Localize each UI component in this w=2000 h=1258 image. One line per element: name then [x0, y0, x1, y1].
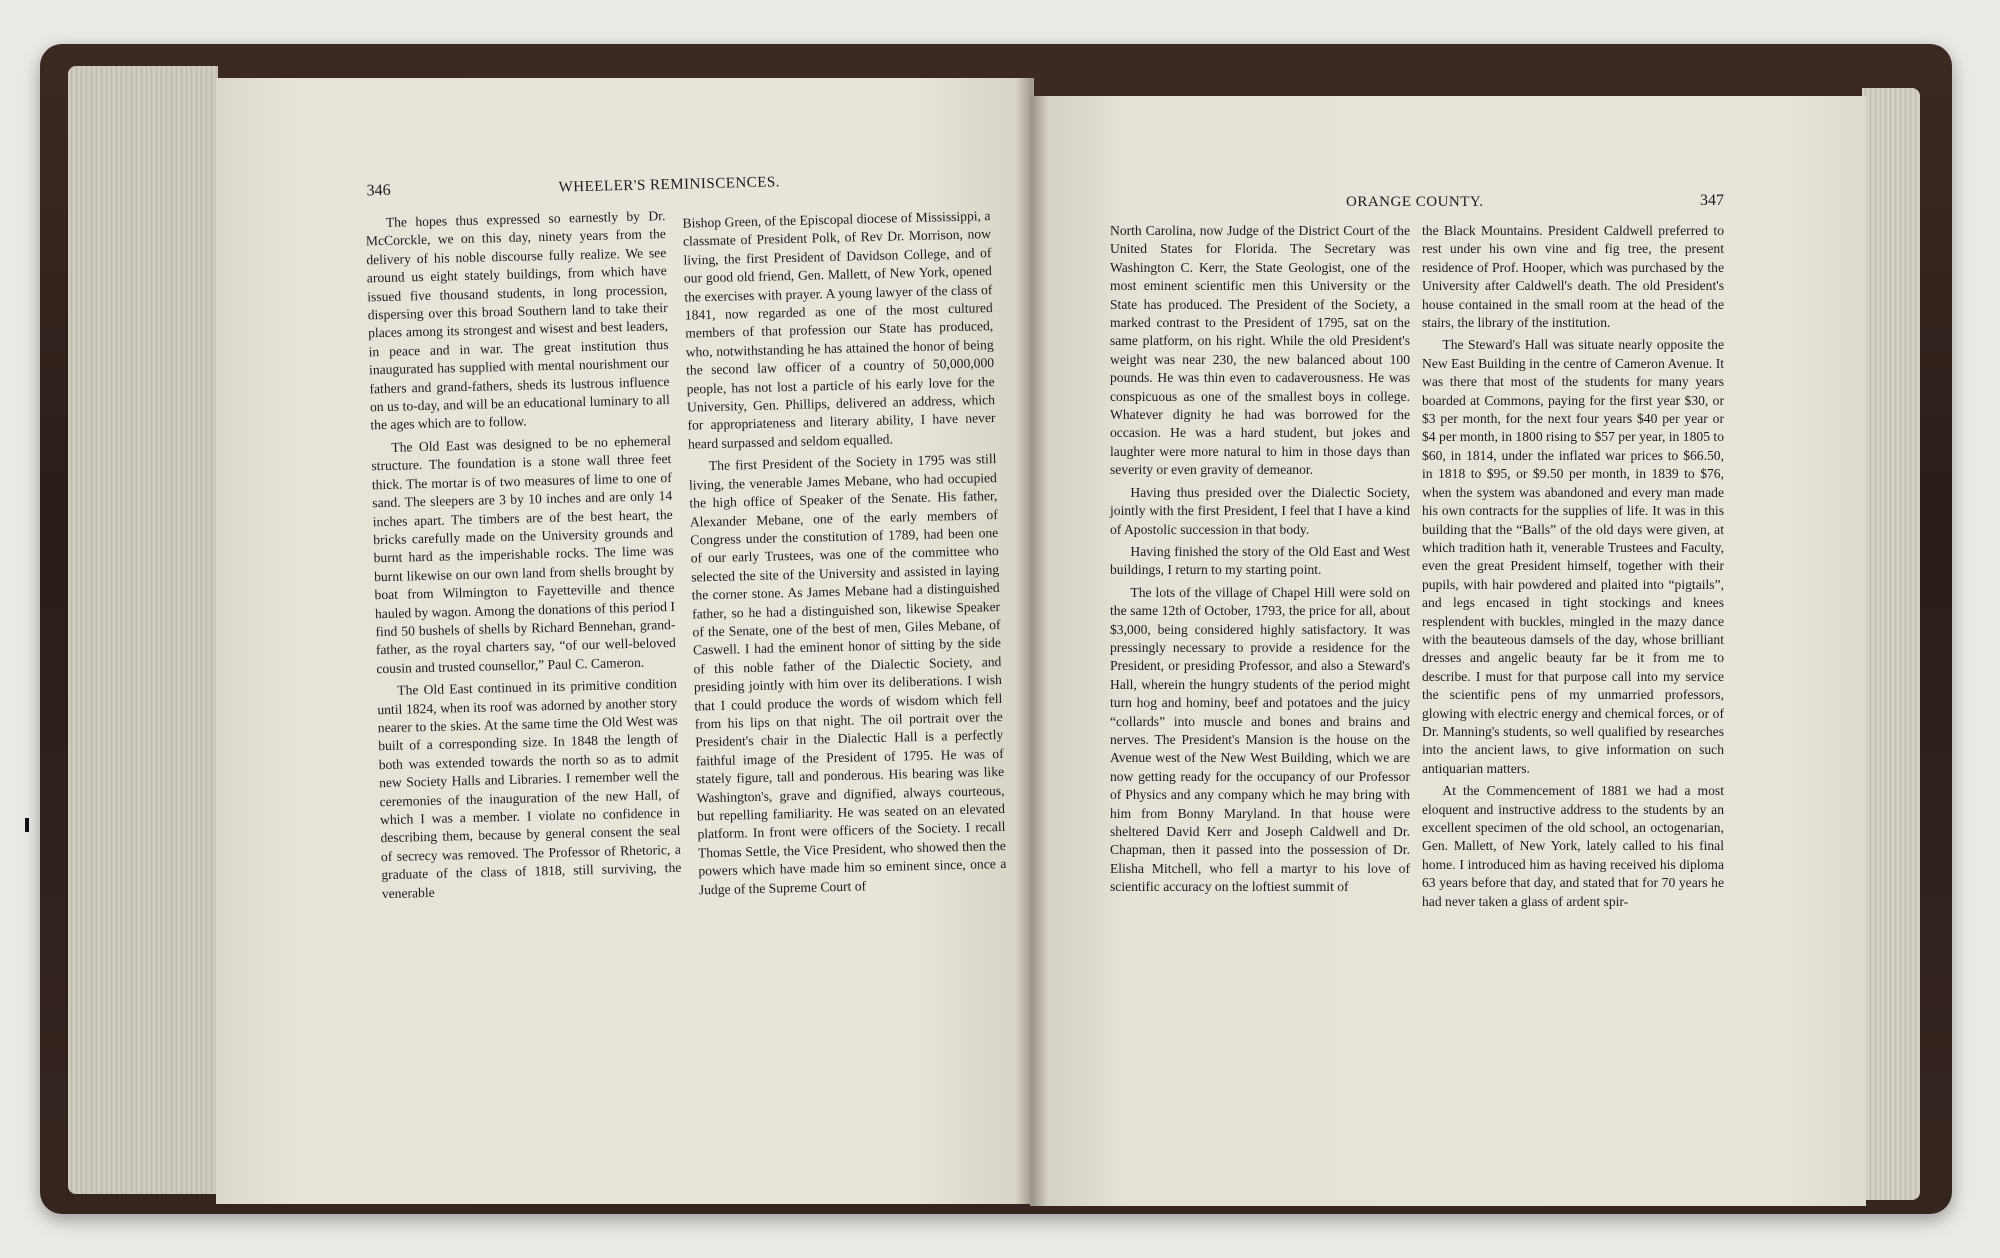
- right-page-column-1: [1110, 222, 1410, 901]
- page-edges-left: [68, 66, 218, 1194]
- left-page-column-2: [682, 207, 1007, 903]
- running-head: WHEELER'S REMINISCENCES.: [558, 174, 781, 196]
- page-number: 347: [1700, 192, 1724, 209]
- paragraph: The Old East was designed to be no ephemeral structure. The foundation is a stone wall three feet thick. The mortar is of two measures of lime to one of sand. The sleepers are 3 by 10 inches and are only 14 inches apart. The timbers are of the best heart, the bricks carefully made on the University grounds and burnt hard as the imperishable rocks. The lime was burnt likewise on our own land from shells brought by boat from Wilmington to Fayetteville and thence hauled by wagon. Among the donations of this period I find 50 bushels of shells by Richard Bennehan, grand-father, as the royal charters say, “of our well-beloved cousin and trusted counsellor,” Paul C. Cameron.: [371, 432, 676, 676]
- right-page: [1030, 96, 1866, 1206]
- paragraph: The lots of the village of Chapel Hill were sold on the same 12th of October, 1793, the price for all, about $3,000, being considered highly satisfactory. It was pressingly necessary to provide a residence for the President, or presiding Professor, and also a Steward's Hall, wherein the hungry students of the period might turn hog and hominy, beef and potatoes and the juicy “collards” into muscle and bones and brains and nerves. The President's Mansion is the house on the Avenue west of the New West Building, which we are now getting ready for the occupancy of our Professor of Physics and any company which he may bring with him from Bonny Maryland. In that house were sheltered David Kerr and Joseph Caldwell and Dr. Chapman, then it passed into the possession of Dr. Elisha Mitchell, who fell a martyr to his love of scientific accuracy on the loftiest summit of: [1110, 584, 1410, 895]
- left-page-content: [216, 68, 1061, 1214]
- book-gutter: [1016, 70, 1048, 1210]
- paragraph: Bishop Green, of the Episcopal diocese of Mississippi, a classmate of President Polk, of Rev Dr. Morrison, now living, the first President of Davidson College, and of our good old friend, Gen. Mallett, of New York, opened the exercises with prayer. A young lawyer of the class of 1841, now regarded as one of the most cultured members of that profession our State has produced, who, notwithstanding he has attained the honor of being the second law officer of a country of 50,000,000 people, has not lost a particle of his early love for the University, Gen. Phillips, delivered an address, which for appropriateness and literary ability, I have never heard surpassed and seldom equalled.: [682, 208, 996, 452]
- paragraph: Having finished the story of the Old East and West buildings, I return to my starting point.: [1110, 543, 1410, 578]
- left-page-column-1: [365, 207, 682, 907]
- margin-mark: [25, 818, 29, 832]
- paragraph: The Old East continued in its primitive condition until 1824, when its roof was adorned by another story nearer to the skies. At the same time the Old West was built of a corresponding size. In 1848 the length of both was extended towards the north so as to admit new Society Halls and Libraries. I remember well the ceremonies of the inauguration of the new Hall, of which I was a member. I violate no confidence in describing them, because by general consent the seal of secrecy was removed. The Professor of Rhetoric, a graduate of the class of 1818, still surviving, the venerable: [377, 676, 682, 901]
- paragraph: The hopes thus expressed so earnestly by Dr. McCorckle, we on this day, ninety years from the delivery of his noble discourse fully realize. We see around us eight stately buildings, from which have issued five thousand students, in long procession, dispersing over this broad Southern land to take their places among its strongest and wisest and best leaders, in peace and in war. The great institution thus inaugurated has supplied with mental nourishment our fathers and grand-fathers, sheds its lustrous influence on us to-day, and will be an educational luminary to all the ages which are to follow.: [365, 208, 671, 433]
- right-page-column-2: [1422, 222, 1724, 915]
- paragraph: The Steward's Hall was situate nearly opposite the New East Building in the centre of Cameron Avenue. It was there that most of the students for many years boarded at Commons, paying for the first year $30, or $3 per month, for the next four years $40 per year or $4 per month, in 1800 rising to $57 per year, in 1805 to $60, in 1814, under the inflated war prices to $66.50, in 1818 to $95, or $9.50 per month, in 1839 to $76, when the system was abandoned and every man made his own contracts for the supplies of life. It was in this building that the “Balls” of the old days were given, at which tradition hath it, venerable Trustees and Faculty, even the great President himself, together with their pupils, with hair powdered and plaited into “pigtails”, and legs encased in tight stockings and knees resplendent with buckles, mingled in the mazy dance with the beauteous damsels of the day, whose brilliant dresses and angelic beauty far be it from me to describe. I must for that purpose call into my service the scientific pens of my unmarried professors, glowing with electric energy and chemical forces, or of Dr. Manning's students, so well qualified by researches into the ancient laws, to give information on such antiquarian matters.: [1422, 337, 1724, 776]
- page-edges-right: [1862, 88, 1920, 1200]
- paragraph: North Carolina, now Judge of the District Court of the United States for Florida. The Secretary was Washington C. Kerr, the State Geologist, one of the most eminent scientific men this University or the State has produced. The President of the Society, a marked contrast to the President of 1795, sat on the same platform, on his right. While the old President's weight was near 230, the new balanced about 100 pounds. He was thin even to cadaverousness. He was conspicuous as one of the smallest boys in college. Whatever dignity he had was borrowed for the occasion. He was a hard student, but jokes and laughter were more natural to him in those days than severity or even gravity of demeanor.: [1110, 223, 1410, 478]
- running-head: ORANGE COUNTY.: [1346, 194, 1484, 210]
- paragraph: At the Commencement of 1881 we had a most eloquent and instructive address to the students by an excellent specimen of the old school, an octogenarian, Gen. Mallett, of New York, lately called to his final home. I introduced him as having received his diploma 63 years before that day, and stated that for 70 years he had never taken a glass of ardent spir-: [1422, 783, 1724, 909]
- paragraph: The first President of the Society in 1795 was still living, the venerable James Mebane, who had occupied the high office of Speaker of the Senate. His father, Alexander Mebane, one of the early members of Congress under the constitution of 1789, had been one of our early Trustees, was one of the committee who selected the site of the University and assisted in laying the corner stone. As James Mebane had a distinguished father, so he had a distinguished son, likewise Speaker of the Senate, one of the best of men, Giles Mebane, of Caswell. I had the eminent honor of sitting by the side of this noble father of the Dialectic Society, and presiding jointly with him over its deliberations. I wish that I could produce the words of wisdom which fell from his lips on that night. The oil portrait over the President's chair in the Dialectic Hall is a perfectly faithful image of the President of 1795. He was of stately figure, tall and ponderous. His bearing was like Washington's, grave and dignified, always courteous, but repelling familiarity. He was seated on an elevated platform. In front were officers of the Society. I recall Thomas Settle, the Vice President, who showed then the powers which have made him so eminent since, once a Judge of the Supreme Court of: [688, 451, 1007, 898]
- page-number: 346: [366, 181, 391, 200]
- paragraph: Having thus presided over the Dialectic Society, jointly with the first President, I feel that I have a kind of Apostolic succession in that body.: [1110, 484, 1410, 537]
- paragraph: the Black Mountains. President Caldwell preferred to rest under his own vine and fig tree, the present residence of Prof. Hooper, which was purchased by the University after Caldwell's death. The old President's house contained in the small room at the head of the stairs, the library of the institution.: [1422, 223, 1724, 331]
- left-page: [216, 78, 1034, 1204]
